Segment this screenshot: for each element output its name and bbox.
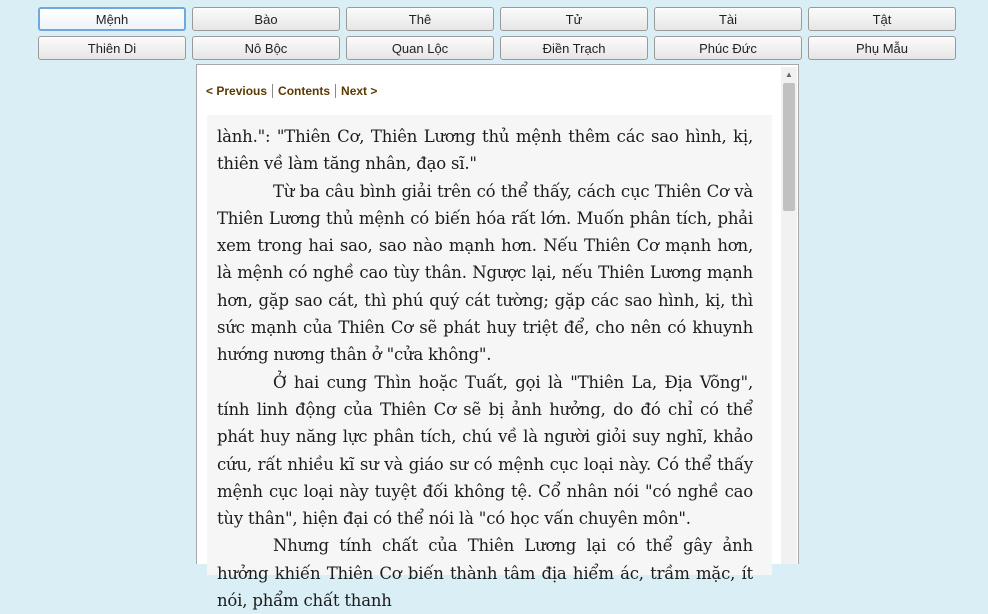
paragraph: Nhưng tính chất của Thiên Lương lại có thể gây ảnh hưởng khiến Thiên Cơ biến thành tâm địa hiểm ác, trầm mặc, ít nói, phẩm chất thanh — [217, 536, 753, 611]
nav-divider — [335, 84, 336, 98]
tab-thien-di[interactable]: Thiên Di — [38, 36, 186, 60]
tab-tai[interactable]: Tài — [654, 7, 802, 31]
tab-row-1 — [38, 7, 958, 31]
tab-no-boc[interactable]: Nô Bộc — [192, 36, 340, 60]
paragraph: Từ ba câu bình giải trên có thể thấy, cách cục Thiên Cơ và Thiên Lương thủ mệnh có biến hóa rất lớn. Muốn phân tích, phải xem trong hai sao, sao nào mạnh hơn. Nếu Thiên Cơ mạnh hơn, là mệnh có nghề cao tùy thân. Ngược lại, nếu Thiên Lương mạnh hơn, gặp sao cát, thì phú quý cát tường; gặp các sao hình, kị, thì sức mạnh của Thiên Cơ sẽ phát huy triệt để, cho nên có khuynh hướng nương thân ở "cửa không". — [217, 181, 753, 365]
tab-bao[interactable]: Bào — [192, 7, 340, 31]
previous-link[interactable]: < Previous — [206, 84, 268, 98]
paragraph: lành.": "Thiên Cơ, Thiên Lương thủ mệnh thêm các sao hình, kị, thiên về làm tăng nhân, đạo sĩ." — [217, 127, 753, 174]
paragraph: Ở hai cung Thìn hoặc Tuất, gọi là "Thiên La, Địa Võng", tính linh động của Thiên Cơ sẽ bị ảnh hưởng, do đó chỉ có thể phát huy năng lực phân tích, chú về là người giỏi suy nghĩ, khảo cứu, rất nhiều kĩ sư và giáo sư có mệnh cục loại này. Có thể thấy mệnh cục loại này tuyệt đối không tệ. Cổ nhân nói "có nghề cao tùy thân", hiện đại có thể nói là "có học vấn chuyên môn". — [217, 372, 753, 529]
tab-tu[interactable]: Tử — [500, 7, 648, 31]
scroll-thumb[interactable] — [783, 83, 795, 211]
tab-quan-loc[interactable]: Quan Lộc — [346, 36, 494, 60]
next-link[interactable]: Next > — [341, 84, 378, 98]
tab-phuc-duc[interactable]: Phúc Đức — [654, 36, 802, 60]
page-text — [217, 123, 753, 614]
tab-the[interactable]: Thê — [346, 7, 494, 31]
tab-dien-trach[interactable]: Điền Trạch — [500, 36, 648, 60]
scroll-up-arrow-icon[interactable]: ▲ — [785, 69, 793, 79]
tab-phu-mau[interactable]: Phụ Mẫu — [808, 36, 956, 60]
page-navigation — [206, 84, 377, 98]
palace-tab-bar — [38, 7, 958, 65]
tab-row-2 — [38, 36, 958, 60]
tab-tat[interactable]: Tật — [808, 7, 956, 31]
viewer-scrollbar[interactable] — [781, 67, 797, 564]
book-viewer — [196, 64, 799, 611]
scanned-page-image — [207, 115, 772, 611]
contents-link[interactable]: Contents — [278, 84, 331, 98]
nav-divider — [272, 84, 273, 98]
tab-menh[interactable]: Mệnh — [38, 7, 186, 31]
